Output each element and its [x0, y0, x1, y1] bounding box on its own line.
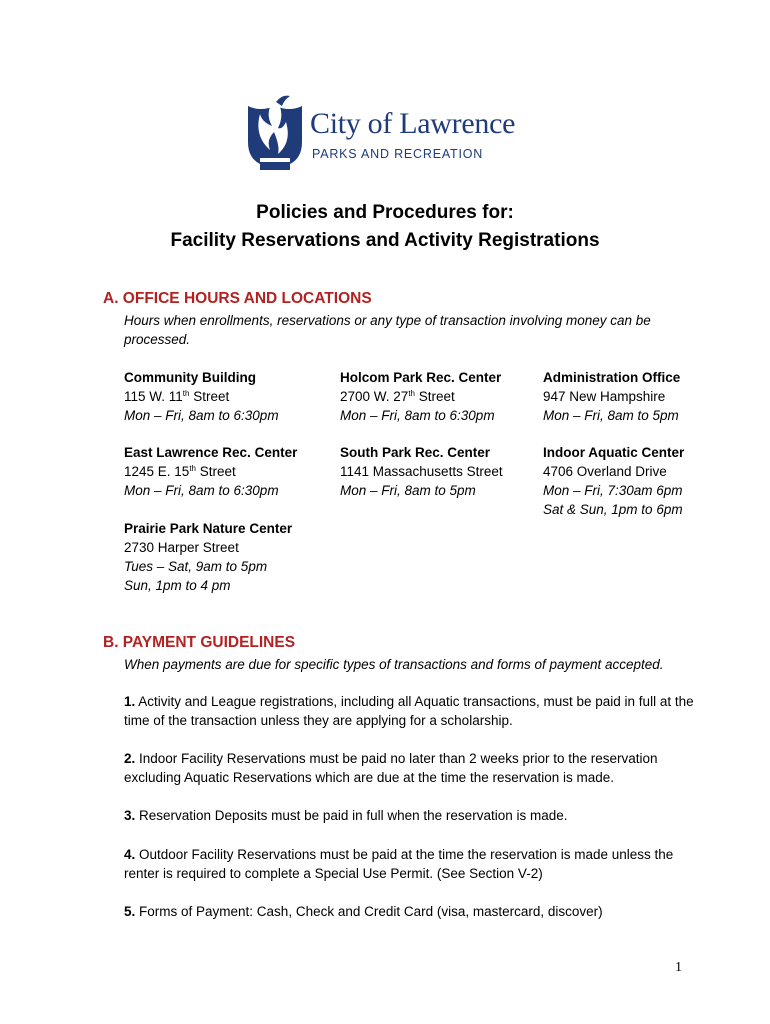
location-indoor-aquatic — [543, 443, 684, 519]
location-name: Prairie Park Nature Center — [124, 521, 293, 536]
page-number: 1 — [675, 960, 682, 975]
location-address: 1141 Massachusetts Street — [340, 464, 503, 479]
location-administration-office — [543, 368, 680, 425]
location-hours: Mon – Fri, 8am to 6:30pm — [340, 408, 495, 423]
payment-item-3: 3. Reservation Deposits must be paid in full when the reservation is made. — [124, 808, 568, 823]
location-holcom-park — [340, 368, 501, 425]
location-hours-sunday: Sun, 1pm to 4 pm — [124, 578, 231, 593]
location-address: 1245 E. 15th Street — [124, 464, 236, 479]
logo-city-name: City of Lawrence — [310, 107, 516, 140]
location-prairie-park — [124, 519, 292, 595]
page-title-line2: Facility Reservations and Activity Registrations — [170, 230, 600, 251]
location-address: 947 New Hampshire — [543, 389, 666, 404]
location-south-park — [340, 443, 503, 500]
location-address: 2730 Harper Street — [124, 540, 239, 555]
location-hours: Tues – Sat, 9am to 5pm — [124, 559, 268, 574]
section-a-subtitle: Hours when enrollments, reservations or any type of transaction involving money can be processed. — [124, 313, 651, 347]
logo-subtitle: PARKS AND RECREATION — [312, 147, 484, 161]
location-hours: Mon – Fri, 8am to 6:30pm — [124, 408, 279, 423]
location-name: East Lawrence Rec. Center — [124, 445, 298, 460]
location-east-lawrence — [124, 443, 297, 500]
page-title-line1: Policies and Procedures for: — [256, 202, 514, 223]
location-name: South Park Rec. Center — [340, 445, 491, 460]
location-hours: Mon – Fri, 8am to 5pm — [543, 408, 679, 423]
section-b-subtitle: When payments are due for specific types of transactions and forms of payment accepted. — [124, 657, 664, 672]
section-b-heading: B. PAYMENT GUIDELINES — [103, 634, 296, 651]
location-name: Administration Office — [543, 370, 681, 385]
location-hours-weekend: Sat & Sun, 1pm to 6pm — [543, 502, 683, 517]
location-hours: Mon – Fri, 7:30am 6pm — [543, 483, 683, 498]
location-hours: Mon – Fri, 8am to 6:30pm — [124, 483, 279, 498]
location-community-building — [124, 368, 279, 425]
location-address: 2700 W. 27th Street — [340, 389, 455, 404]
flame-shield-icon — [246, 92, 304, 172]
location-name: Community Building — [124, 370, 256, 385]
city-logo — [246, 92, 536, 172]
location-name: Indoor Aquatic Center — [543, 445, 685, 460]
payment-item-2: 2. Indoor Facility Reservations must be paid no later than 2 weeks prior to the reservation excluding Aquatic Reservations which are due at the time the reservation is made. — [124, 751, 658, 785]
payment-item-5: 5. Forms of Payment: Cash, Check and Credit Card (visa, mastercard, discover) — [124, 904, 603, 919]
location-address: 4706 Overland Drive — [543, 464, 667, 479]
location-name: Holcom Park Rec. Center — [340, 370, 502, 385]
payment-item-1: 1. Activity and League registrations, including all Aquatic transactions, must be paid in full at the time of the transaction unless they are applying for a scholarship. — [124, 694, 694, 728]
location-hours: Mon – Fri, 8am to 5pm — [340, 483, 476, 498]
section-a-heading: A. OFFICE HOURS AND LOCATIONS — [103, 290, 372, 307]
payment-item-4: 4. Outdoor Facility Reservations must be paid at the time the reservation is made unless the renter is required to complete a Special Use Permit. (See Section V-2) — [124, 847, 674, 881]
location-address: 115 W. 11th Street — [124, 389, 230, 404]
